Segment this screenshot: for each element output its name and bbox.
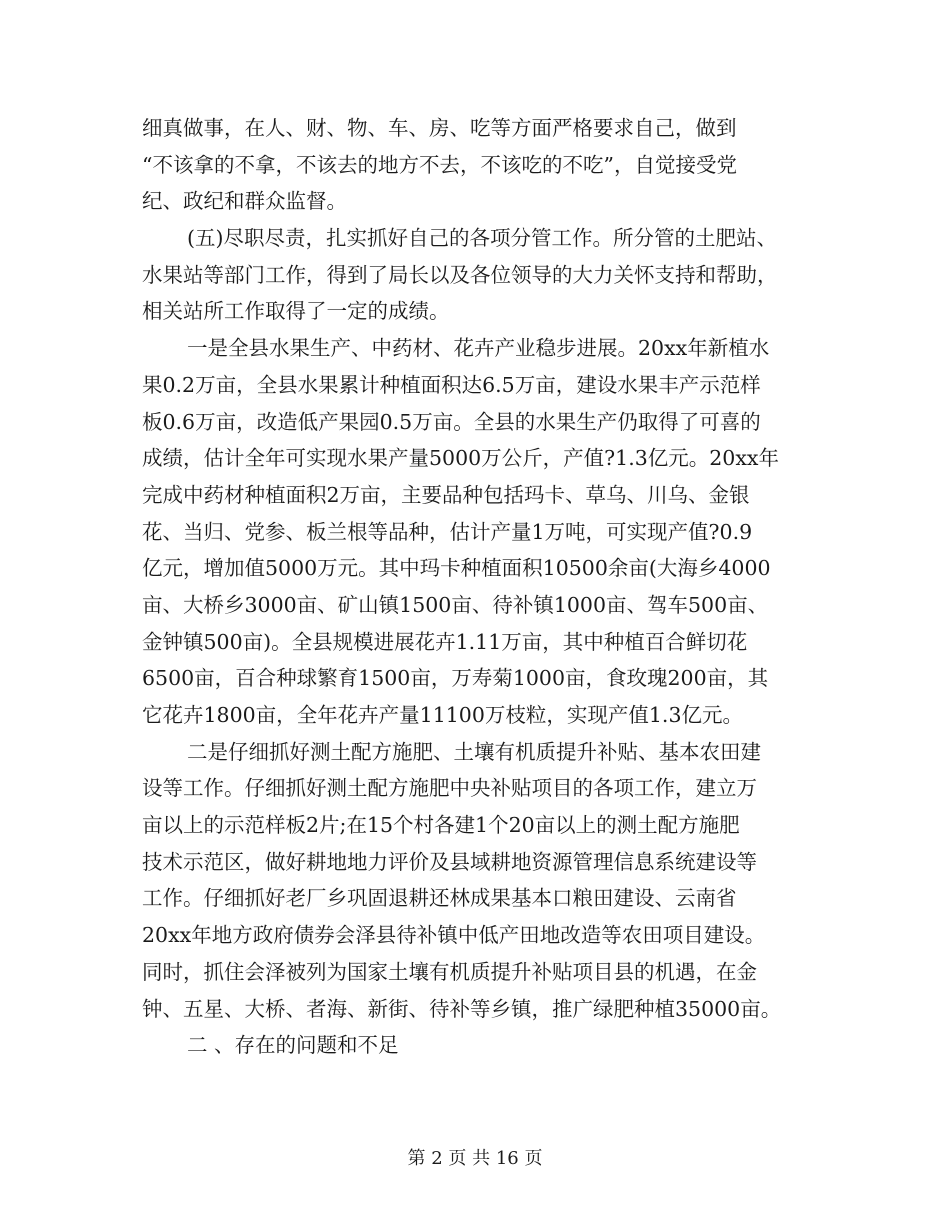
- text-line: 板0.6万亩，改造低产果园0.5万亩。全县的水果生产仍取得了可喜的: [142, 409, 761, 434]
- text-line: 水果站等部门工作，得到了局长以及各位领导的大力关怀支持和帮助，: [142, 262, 778, 287]
- text-line: 花、当归、党参、板兰根等品种，估计产量1万吨，可实现产值?0.9: [142, 519, 753, 544]
- section-heading: 二 、存在的问题和不足: [187, 1033, 399, 1058]
- text-line: 亩以上的示范样板2片;在15个村各建1个20亩以上的测土配方施肥: [142, 813, 740, 838]
- paragraph-start-line: (五)尽职尽责，扎实抓好自己的各项分管工作。所分管的土肥站、: [187, 226, 777, 251]
- text-line: 同时，抓住会泽被列为国家土壤有机质提升补贴项目县的机遇，在金: [142, 959, 757, 984]
- text-line: 完成中药材种植面积2万亩，主要品种包括玛卡、草乌、川乌、金银: [142, 482, 750, 507]
- text-line: 技术示范区，做好耕地地力评价及县域耕地资源管理信息系统建设等: [142, 849, 757, 874]
- text-line: 金钟镇500亩)。全县规模进展花卉1.11万亩，其中种植百合鲜切花: [142, 629, 748, 654]
- document-body: [142, 110, 808, 1064]
- text-line: 钟、五星、大桥、者海、新街、待补等乡镇，推广绿肥种植35000亩。: [142, 996, 782, 1021]
- text-line: 纪、政纪和群众监督。: [142, 189, 347, 214]
- text-line: 工作。仔细抓好老厂乡巩固退耕还林成果基本口粮田建设、云南省: [142, 886, 737, 911]
- paragraph-start-line: 一是全县水果生产、中药材、花卉产业稳步进展。20xx年新植水: [187, 336, 770, 361]
- text-line: 20xx年地方政府债券会泽县待补镇中低产田地改造等农田项目建设。: [142, 923, 766, 948]
- paragraph-start-line: 二是仔细抓好测土配方施肥、土壤有机质提升补贴、基本农田建: [187, 739, 761, 764]
- page-number-footer: 第 2 页 共 16 页: [407, 1148, 543, 1169]
- text-line: 细真做事，在人、财、物、车、房、吃等方面严格要求自己，做到: [142, 116, 737, 140]
- text-line: 相关站所工作取得了一定的成绩。: [142, 299, 450, 324]
- text-line: 成绩，估计全年可实现水果产量5000万公斤，产值?1.3亿元。20xx年: [142, 446, 779, 471]
- text-line: “不该拿的不拿，不该去的地方不去，不该吃的不吃”，自觉接受党: [142, 152, 737, 177]
- text-line: 亩、大桥乡3000亩、矿山镇1500亩、待补镇1000亩、驾车500亩、: [142, 592, 769, 617]
- text-line: 果0.2万亩，全县水果累计种植面积达6.5万亩，建设水果丰产示范样: [142, 372, 761, 397]
- text-line: 亿元，增加值5000万元。其中玛卡种植面积10500余亩(大海乡4000: [142, 556, 771, 581]
- text-line: 设等工作。仔细抓好测土配方施肥中央补贴项目的各项工作，建立万: [142, 776, 757, 801]
- text-line: 它花卉1800亩，全年花卉产量11100万枝粒，实现产值1.3亿元。: [142, 703, 743, 727]
- text-line: 6500亩，百合种球繁育1500亩，万寿菊1000亩，食玫瑰200亩，其: [142, 666, 769, 691]
